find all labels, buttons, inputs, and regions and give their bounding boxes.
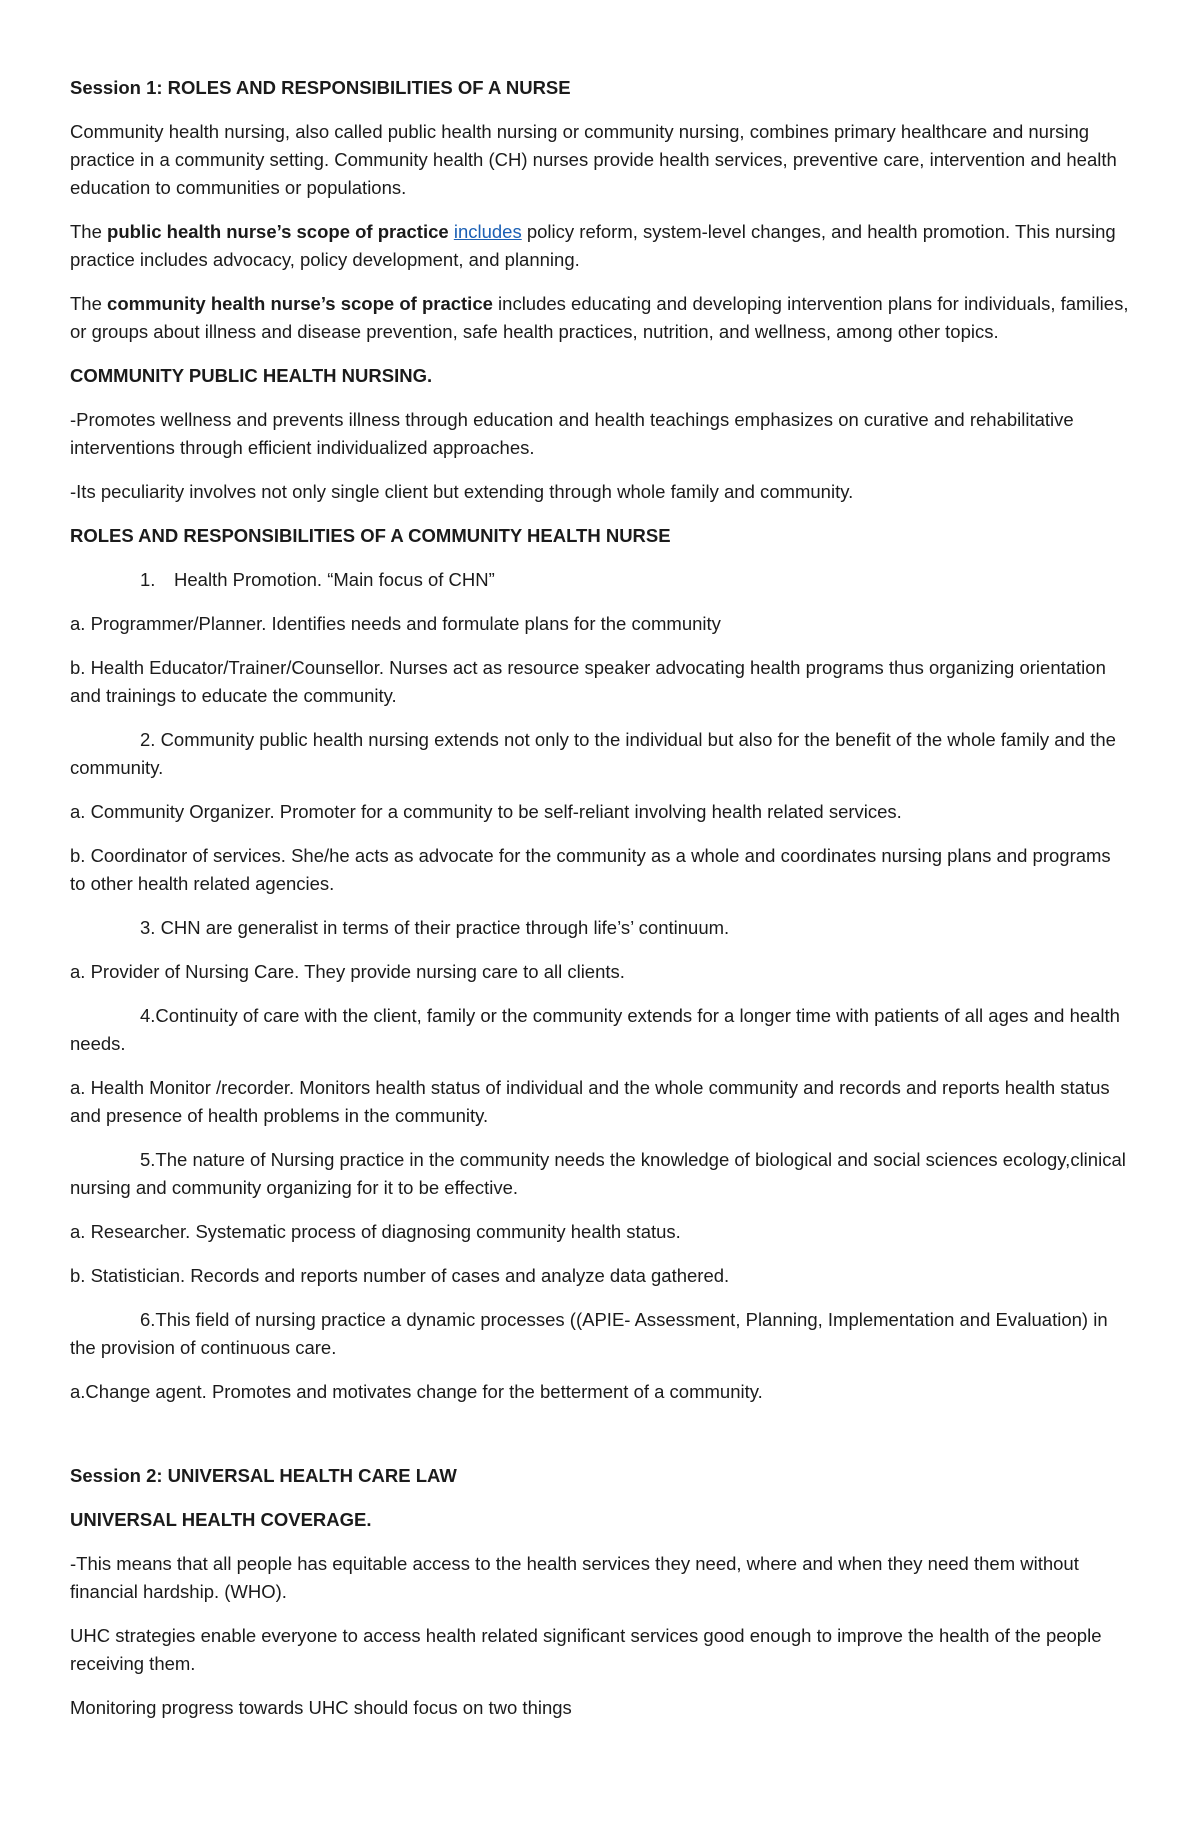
- list-item-1: [70, 566, 1130, 594]
- uhc-paragraph-3: Monitoring progress towards UHC should focus on two things: [70, 1697, 572, 1718]
- community-health-nurse-paragraph: [70, 290, 1130, 346]
- list-item-5-text: 5.The nature of Nursing practice in the community needs the knowledge of biological and social sciences ecology,clinical nursing and community organizing for it to be effective.: [70, 1149, 1126, 1198]
- public-health-nurse-paragraph: [70, 218, 1130, 274]
- role-2b: b. Coordinator of services. She/he acts as advocate for the community as a whole and coordinates nursing plans and programs to other health related agencies.: [70, 845, 1111, 894]
- list-item-2: [70, 726, 1130, 782]
- role-5a: a. Researcher. Systematic process of diagnosing community health status.: [70, 1221, 681, 1242]
- uhc-paragraph-2: UHC strategies enable everyone to access health related significant services good enough to improve the health of the people receiving them.: [70, 1625, 1102, 1674]
- phn-post: policy reform, system-level changes, and health promotion. This nursing practice includes advocacy, policy development, and planning.: [70, 221, 1116, 270]
- role-5b: b. Statistician. Records and reports number of cases and analyze data gathered.: [70, 1265, 730, 1286]
- chn-pre: The: [70, 293, 108, 314]
- chn-post: includes educating and developing intervention plans for individuals, families, or groups about illness and disease prevention, safe health practices, nutrition, and wellness, among other topics.: [70, 293, 1129, 342]
- list-item-3-text: 3. CHN are generalist in terms of their practice through life’s’ continuum.: [140, 917, 730, 938]
- list-item-1-number: 1.: [140, 569, 156, 590]
- phn-pre: The: [70, 221, 108, 242]
- list-item-4: [70, 1002, 1130, 1058]
- chn-bold: community health nurse’s scope of practice: [107, 293, 493, 314]
- role-4a: a. Health Monitor /recorder. Monitors health status of individual and the whole community and records and reports health status and presence of health problems in the community.: [70, 1077, 1110, 1126]
- cphn-heading: COMMUNITY PUBLIC HEALTH NURSING.: [70, 365, 433, 386]
- list-item-2-text: 2. Community public health nursing extends not only to the individual but also for the benefit of the whole family and the community.: [70, 729, 1116, 778]
- cphn-paragraph-2: -Its peculiarity involves not only single client but extending through whole family and community.: [70, 481, 854, 502]
- uhc-heading: UNIVERSAL HEALTH COVERAGE.: [70, 1509, 372, 1530]
- session-2-heading: Session 2: UNIVERSAL HEALTH CARE LAW: [70, 1465, 457, 1486]
- list-item-1-text: Health Promotion. “Main focus of CHN”: [174, 569, 495, 590]
- section-spacer: [70, 1422, 1130, 1462]
- includes-link[interactable]: includes: [453, 221, 522, 242]
- list-item-5: [70, 1146, 1130, 1202]
- role-2a: a. Community Organizer. Promoter for a community to be self-reliant involving health related services.: [70, 801, 902, 822]
- role-6a: a.Change agent. Promotes and motivates change for the betterment of a community.: [70, 1381, 763, 1402]
- role-1a: a. Programmer/Planner. Identifies needs and formulate plans for the community: [70, 613, 721, 634]
- list-item-4-text: 4.Continuity of care with the client, family or the community extends for a longer time with patients of all ages and health needs.: [70, 1005, 1120, 1054]
- session-1-heading: Session 1: ROLES AND RESPONSIBILITIES OF A NURSE: [70, 77, 571, 98]
- uhc-paragraph-1: -This means that all people has equitable access to the health services they need, where and when they need them without financial hardship. (WHO).: [70, 1553, 1079, 1602]
- list-item-6-text: 6.This field of nursing practice a dynamic processes ((APIE- Assessment, Planning, Implementation and Evaluation) in the provision of continuous care.: [70, 1309, 1108, 1358]
- roles-heading: ROLES AND RESPONSIBILITIES OF A COMMUNITY HEALTH NURSE: [70, 525, 671, 546]
- list-item-6: [70, 1306, 1130, 1362]
- intro-paragraph: Community health nursing, also called public health nursing or community nursing, combines primary healthcare and nursing practice in a community setting. Community health (CH) nurses provide health services, preventive care, intervention and health education to communities or populations.: [70, 121, 1117, 198]
- role-3a: a. Provider of Nursing Care. They provide nursing care to all clients.: [70, 961, 625, 982]
- list-item-3: [70, 914, 1130, 942]
- cphn-paragraph-1: -Promotes wellness and prevents illness through education and health teachings emphasizes on curative and rehabilitative interventions through efficient individualized approaches.: [70, 409, 1074, 458]
- phn-bold: public health nurse’s scope of practice: [107, 221, 449, 242]
- role-1b: b. Health Educator/Trainer/Counsellor. Nurses act as resource speaker advocating health programs thus organizing orientation and trainings to educate the community.: [70, 657, 1106, 706]
